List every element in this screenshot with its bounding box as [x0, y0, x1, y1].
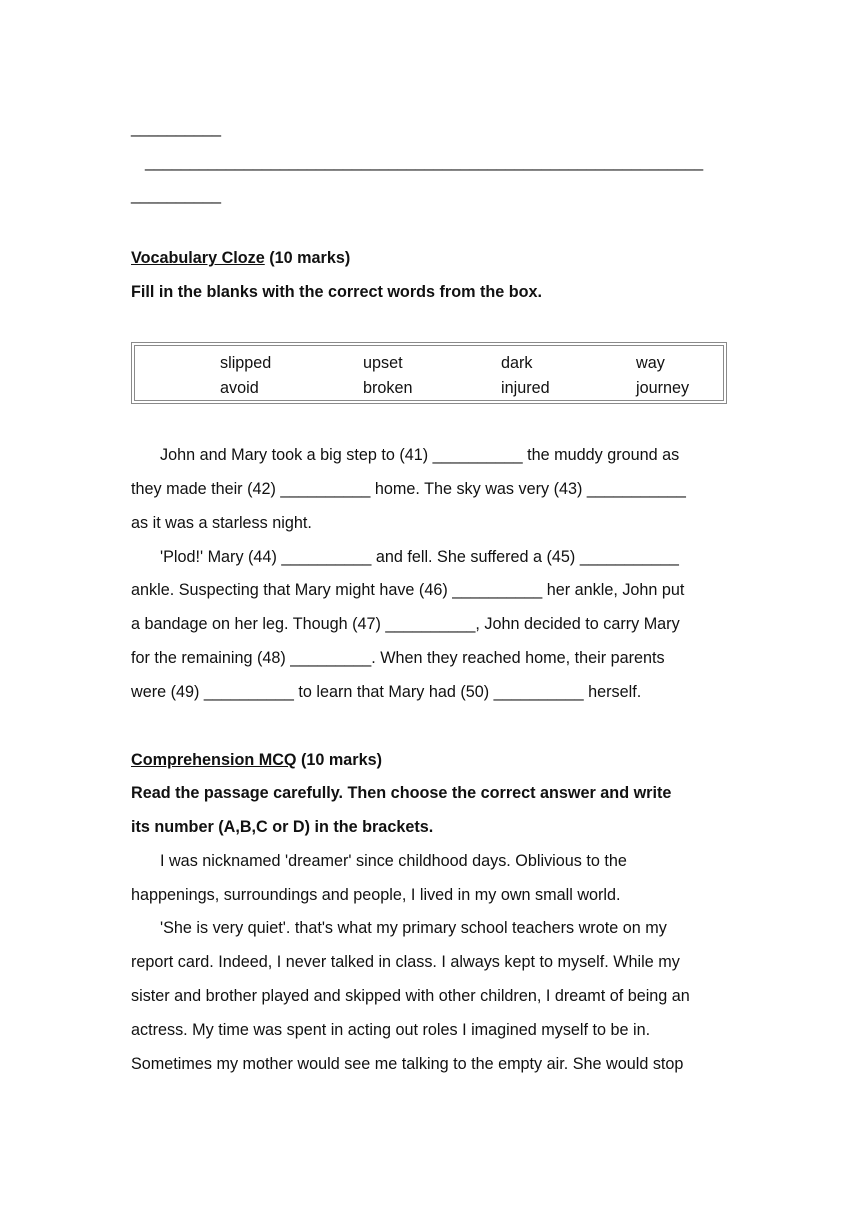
comprehension-instruction-line: its number (A,B,C or D) in the brackets.	[131, 818, 434, 836]
comprehension-heading-marks: (10 marks)	[296, 751, 382, 769]
word-box-word: avoid	[220, 379, 259, 397]
comprehension-passage-line: Sometimes my mother would see me talking to the empty air. She would stop	[131, 1055, 684, 1073]
word-box-word: dark	[501, 354, 533, 372]
answer-blank-1: __________	[131, 119, 222, 137]
comprehension-passage-line: I was nicknamed 'dreamer' since childhood days. Oblivious to the	[160, 852, 627, 870]
vocab-heading-marks: (10 marks)	[264, 249, 351, 267]
comprehension-passage-line: actress. My time was spent in acting out roles I imagined myself to be in.	[131, 1021, 651, 1039]
word-box-word: way	[636, 354, 665, 372]
cloze-passage-line: they made their (42) __________ home. The sky was very (43) ___________	[131, 480, 686, 498]
comprehension-passage-line: sister and brother played and skipped with other children, I dreamt of being an	[131, 987, 690, 1005]
word-box-word: journey	[636, 379, 690, 397]
word-box-word: upset	[363, 354, 403, 372]
comprehension-passage-line: report card. Indeed, I never talked in class. I always kept to myself. While my	[131, 953, 680, 971]
cloze-passage-line: for the remaining (48) _________. When they reached home, their parents	[131, 649, 665, 667]
word-box	[131, 342, 727, 404]
cloze-passage-line: ankle. Suspecting that Mary might have (46) __________ her ankle, John put	[131, 581, 685, 599]
comprehension-instruction-line: Read the passage carefully. Then choose the correct answer and write	[131, 784, 672, 802]
vocab-heading-title: Vocabulary Cloze	[131, 249, 265, 267]
vocab-section-heading	[131, 248, 350, 268]
word-box-inner	[134, 345, 724, 401]
comprehension-passage-line: happenings, surroundings and people, I lived in my own small world.	[131, 886, 621, 904]
word-box-word: slipped	[220, 354, 272, 372]
word-box-word: injured	[501, 379, 550, 397]
vocab-instruction: Fill in the blanks with the correct words from the box.	[131, 283, 543, 301]
comprehension-section-heading	[131, 750, 382, 770]
cloze-passage-line: as it was a starless night.	[131, 514, 312, 532]
answer-blank-2: ______________________________________________________________	[145, 153, 704, 171]
cloze-passage-line: a bandage on her leg. Though (47) __________, John decided to carry Mary	[131, 615, 680, 633]
word-box-word: broken	[363, 379, 413, 397]
comprehension-heading-title: Comprehension MCQ	[131, 751, 297, 769]
cloze-passage-line: John and Mary took a big step to (41) __________ the muddy ground as	[160, 446, 680, 464]
cloze-passage-line: 'Plod!' Mary (44) __________ and fell. She suffered a (45) ___________	[160, 548, 679, 566]
answer-blank-3: __________	[131, 186, 222, 204]
comprehension-passage-line: 'She is very quiet'. that's what my primary school teachers wrote on my	[160, 919, 667, 937]
cloze-passage-line: were (49) __________ to learn that Mary had (50) __________ herself.	[131, 683, 642, 701]
